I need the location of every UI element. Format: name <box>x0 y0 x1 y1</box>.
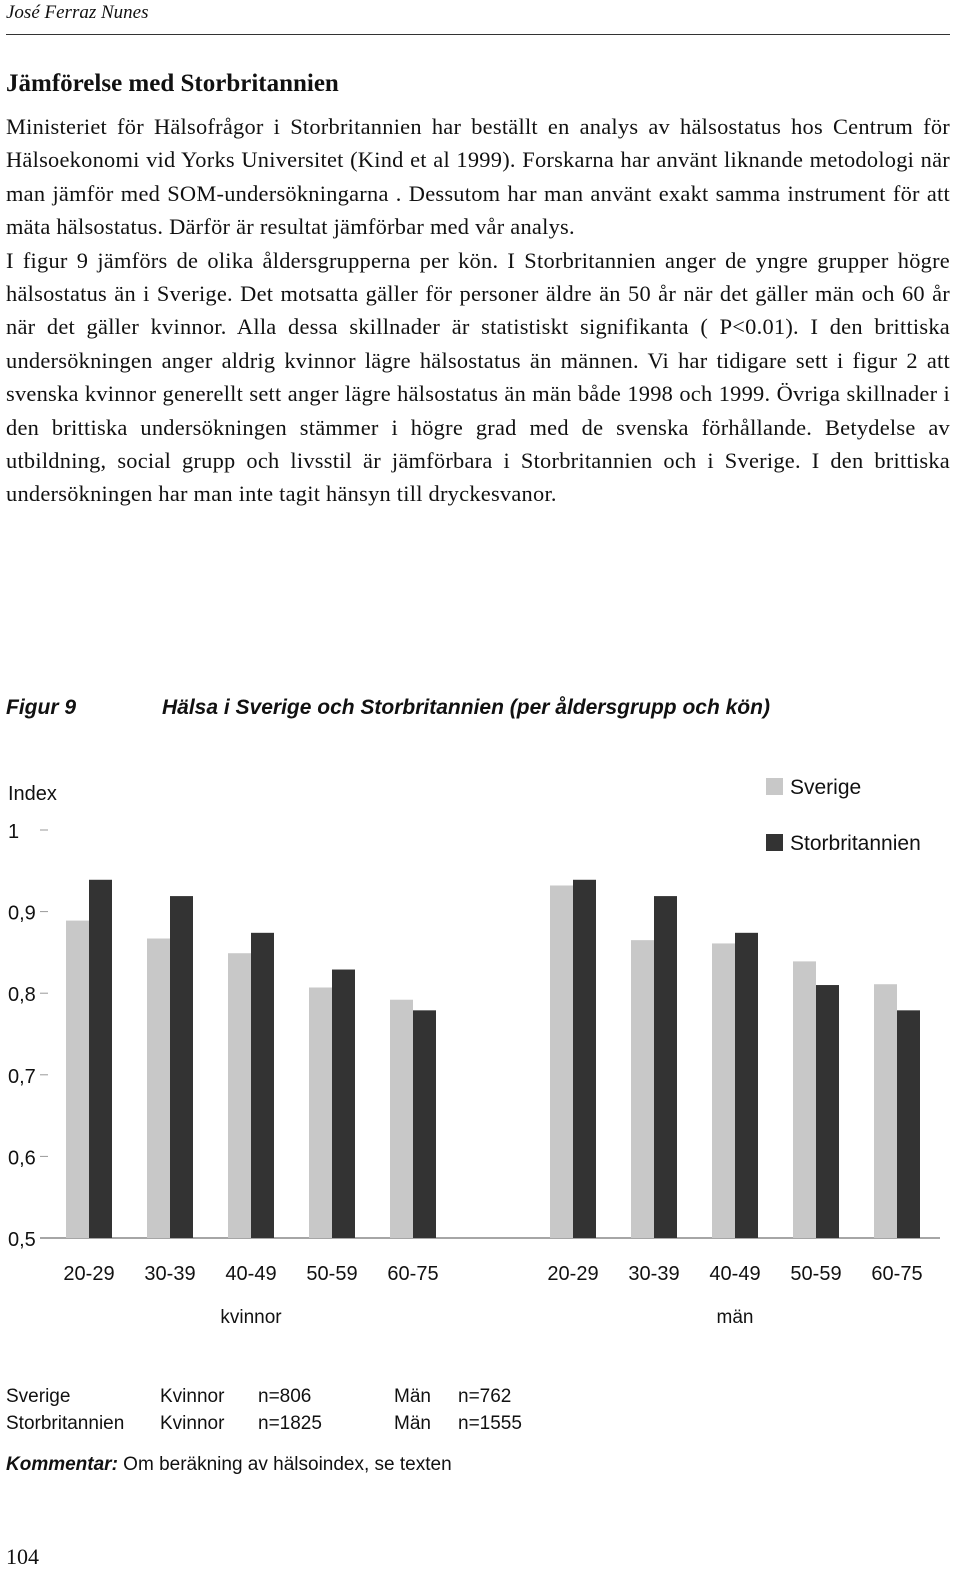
body-text <box>6 110 950 511</box>
figure-label: Figur 9 <box>6 696 77 719</box>
x-tick-label: 40-49 <box>709 1263 761 1285</box>
x-tick-label: 20-29 <box>63 1263 115 1285</box>
legend-label: Sverige <box>790 776 862 799</box>
x-tick-label: 40-49 <box>225 1263 277 1285</box>
figure-title: Hälsa i Sverige och Storbritannien (per åldersgrupp och kön) <box>162 696 770 719</box>
y-tick-label: 0,8 <box>8 984 36 1007</box>
bar-sverige <box>309 987 332 1238</box>
y-tick-label: 1 <box>8 821 20 843</box>
bar-storbritannien <box>897 1010 920 1238</box>
sample-women-label: Kvinnor <box>160 1413 225 1434</box>
y-tick-label: 0,5 <box>8 1229 36 1251</box>
comment-text: Om beräkning av hälsoindex, se texten <box>117 1454 452 1475</box>
legend-swatch <box>766 834 783 851</box>
comment-label: Kommentar: <box>6 1454 118 1475</box>
sample-men-n: n=762 <box>458 1386 512 1407</box>
page-number: 104 <box>6 1544 39 1569</box>
sample-women-label: Kvinnor <box>160 1386 225 1407</box>
y-tick-label: 0,9 <box>8 902 36 925</box>
bar-storbritannien <box>89 880 112 1238</box>
body-paragraph: I figur 9 jämförs de olika åldersgrupperna per kön. I Storbritannien anger de yngre grupper högre hälsostatus än i Sverige. Det motsatta gäller för personer äldre än 50 år när det gäller män och 60 år när det gäller kvinnor. Alla dessa skillnader är statistiskt signifikanta ( P<0.01). I den brittiska undersökningen anger aldrig kvinnor lägre hälsostatus än männen. Vi har tidigare sett i figur 2 att svenska kvinnor generellt sett anger lägre hälsostatus än män både 1998 och 1999. Övriga skillnader i den brittiska undersökningen stämmer i högre grad med de svenska förhållande. Betydelse av utbildning, social grupp och livsstil är jämförbara i Storbritannien och i Sverige. I den brittiska undersökningen har man inte tagit hänsyn till dryckesvanor. <box>6 247 950 507</box>
x-tick-label: 50-59 <box>790 1263 842 1285</box>
legend-label: Storbritannien <box>790 832 921 855</box>
bar-sverige <box>147 939 170 1238</box>
bar-sverige <box>874 984 897 1238</box>
bar-storbritannien <box>332 970 355 1238</box>
body-paragraph: Ministeriet för Hälsofrågor i Storbritannien har beställt en analys av hälsostatus hos Centrum för Hälsoekonomi vid Yorks Universitet (Kind et al 1999). Forskarna har använt liknande metodologi när man jämför med SOM-undersökningarna . Dessutom har man använt exakt samma instrument för att mäta hälsostatus. Därför är resultat jämförbar med vår analys. <box>6 114 950 240</box>
x-tick-label: 60-75 <box>871 1263 923 1285</box>
bar-storbritannien <box>251 933 274 1238</box>
x-tick-label: 60-75 <box>387 1263 439 1285</box>
bar-sverige <box>631 940 654 1238</box>
sample-women-n: n=806 <box>258 1386 312 1407</box>
bar-sverige <box>712 943 735 1238</box>
section-title: Jämförelse med Storbritannien <box>6 70 339 97</box>
bar-storbritannien <box>735 933 758 1238</box>
bar-storbritannien <box>654 896 677 1238</box>
sample-women-n: n=1825 <box>258 1413 322 1434</box>
bar-storbritannien <box>816 985 839 1238</box>
x-tick-label: 30-39 <box>144 1263 196 1285</box>
y-axis-label: Index <box>8 783 57 805</box>
x-tick-label: 50-59 <box>306 1263 358 1285</box>
group-label: kvinnor <box>220 1307 282 1328</box>
running-head: José Ferraz Nunes <box>6 2 149 23</box>
bar-sverige <box>66 921 89 1238</box>
legend-swatch <box>766 778 783 795</box>
x-tick-label: 20-29 <box>547 1263 599 1285</box>
sample-men-n: n=1555 <box>458 1413 522 1434</box>
group-label: män <box>716 1307 754 1328</box>
bar-sverige <box>390 1000 413 1238</box>
bar-storbritannien <box>170 896 193 1238</box>
sample-country: Sverige <box>6 1386 71 1407</box>
bar-storbritannien <box>573 880 596 1238</box>
sample-men-label: Män <box>394 1413 431 1434</box>
bar-sverige <box>550 885 573 1238</box>
bar-sverige <box>228 953 251 1238</box>
bar-chart <box>0 760 960 1340</box>
sample-country: Storbritannien <box>6 1413 125 1434</box>
y-tick-label: 0,6 <box>8 1147 36 1170</box>
bar-storbritannien <box>413 1010 436 1238</box>
sample-men-label: Män <box>394 1386 431 1407</box>
x-tick-label: 30-39 <box>628 1263 680 1285</box>
figure-comment <box>6 1454 452 1476</box>
bar-sverige <box>793 961 816 1238</box>
header-rule <box>6 34 950 35</box>
y-tick-label: 0,7 <box>8 1065 36 1088</box>
